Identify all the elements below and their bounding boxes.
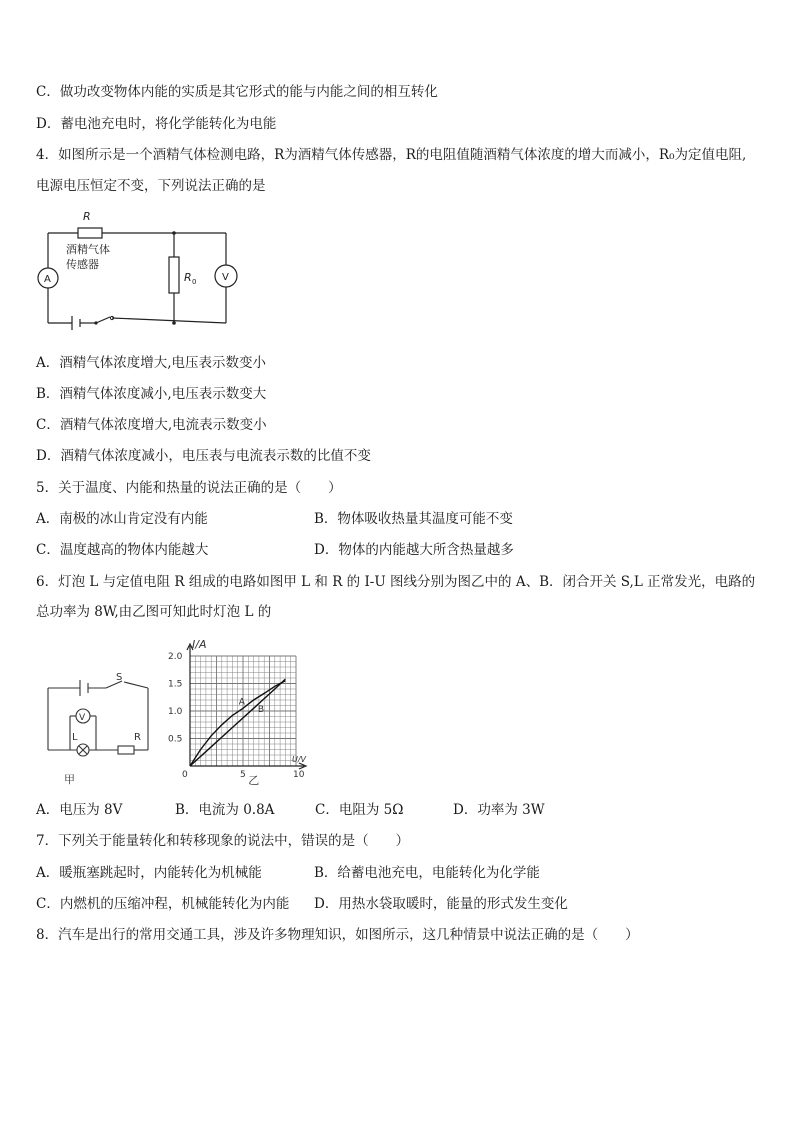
q6-iu-graph <box>164 636 310 794</box>
y-tick-label: 0.5 <box>168 734 183 745</box>
q6-stem-line1: 6．灯泡 L 与定值电阻 R 组成的电路如图甲 L 和 R 的 I-U 图线分别为图乙中的 A、B．闭合开关 S,L 正常发光，电路的 <box>36 574 756 590</box>
q5-option-b: B．物体吸收热量其温度可能不变 <box>314 511 513 527</box>
q3-option-d: D．蓄电池充电时，将化学能转化为电能 <box>36 116 277 132</box>
q5-stem: 5．关于温度、内能和热量的说法正确的是（ ） <box>36 480 342 496</box>
sensor-label-line1: 酒精气体 <box>66 243 110 256</box>
q4-circuit-diagram <box>36 205 246 330</box>
q4-option-a: A．酒精气体浓度增大,电压表示数变小 <box>36 355 267 371</box>
q4-option-b: B．酒精气体浓度减小,电压表示数变大 <box>36 386 267 402</box>
voltmeter-small-label: V <box>79 713 86 723</box>
r0-label: R <box>184 271 192 284</box>
q4-stem-line1: 4．如图所示是一个酒精气体检测电路，R为酒精气体传感器，R的电阻值随酒精气体浓度的增大而减小，R₀为定值电阻, <box>36 147 747 163</box>
q4-option-c: C．酒精气体浓度增大,电流表示数变小 <box>36 417 267 433</box>
ammeter-label: A <box>44 274 51 285</box>
q4-option-d: D．酒精气体浓度减小，电压表与电流表示数的比值不变 <box>36 448 371 464</box>
q6-stem-line2: 总功率为 8W,由乙图可知此时灯泡 L 的 <box>36 604 272 620</box>
resistor-small-label: R <box>134 732 141 743</box>
q6-option-a: A．电压为 8V <box>36 802 123 818</box>
q7-option-c: C．内燃机的压缩冲程，机械能转化为内能 <box>36 896 290 912</box>
q7-option-a: A．暖瓶塞跳起时，内能转化为机械能 <box>36 865 262 881</box>
switch-label: S <box>116 672 123 683</box>
q6-option-d: D．功率为 3W <box>453 802 545 818</box>
x-tick-label: 10 <box>293 770 305 780</box>
q7-stem: 7．下列关于能量转化和转移现象的说法中，错误的是（ ） <box>36 833 410 849</box>
circuit-caption-jia: 甲 <box>64 773 75 786</box>
graph-caption-yi: 乙 <box>248 774 260 787</box>
r0-subscript: 0 <box>192 278 197 286</box>
q5-option-a: A．南极的冰山肯定没有内能 <box>36 511 208 527</box>
q3-option-c: C．做功改变物体内能的实质是其它形式的能与内能之间的相互转化 <box>36 84 438 100</box>
y-tick-label: 2.0 <box>168 652 183 662</box>
q6-option-c: C．电阻为 5Ω <box>315 802 404 818</box>
q5-option-d: D．物体的内能越大所含热量越多 <box>314 542 514 558</box>
resistor-r-label: R <box>83 210 91 223</box>
lamp-label: L <box>72 732 78 743</box>
q8-stem: 8．汽车是出行的常用交通工具，涉及许多物理知识，如图所示，这几种情景中说法正确的是（ ） <box>36 927 639 943</box>
q7-option-b: B．给蓄电池充电，电能转化为化学能 <box>314 865 540 881</box>
q6-circuit-jia <box>44 668 156 786</box>
y-tick-label: 1.5 <box>168 679 183 690</box>
sensor-label-line2: 传感器 <box>66 258 99 271</box>
q7-option-d: D．用热水袋取暖时，能量的形式发生变化 <box>314 896 568 912</box>
x-tick-label: 5 <box>240 770 246 780</box>
q4-stem-line2: 电源电压恒定不变，下列说法正确的是 <box>36 178 266 194</box>
x-tick-label: 0 <box>182 770 188 780</box>
q6-options-row <box>36 801 545 819</box>
q5-option-c: C．温度越高的物体内能越大 <box>36 542 209 558</box>
curve-a-label: A <box>238 697 245 708</box>
y-axis-label: I/A <box>192 638 207 651</box>
curve-b-label: B <box>257 705 265 716</box>
voltmeter-label: V <box>222 272 229 283</box>
q6-option-b: B．电流为 0.8A <box>175 802 275 818</box>
y-tick-label: 1.0 <box>168 707 183 717</box>
x-axis-label: U/V <box>292 755 307 764</box>
